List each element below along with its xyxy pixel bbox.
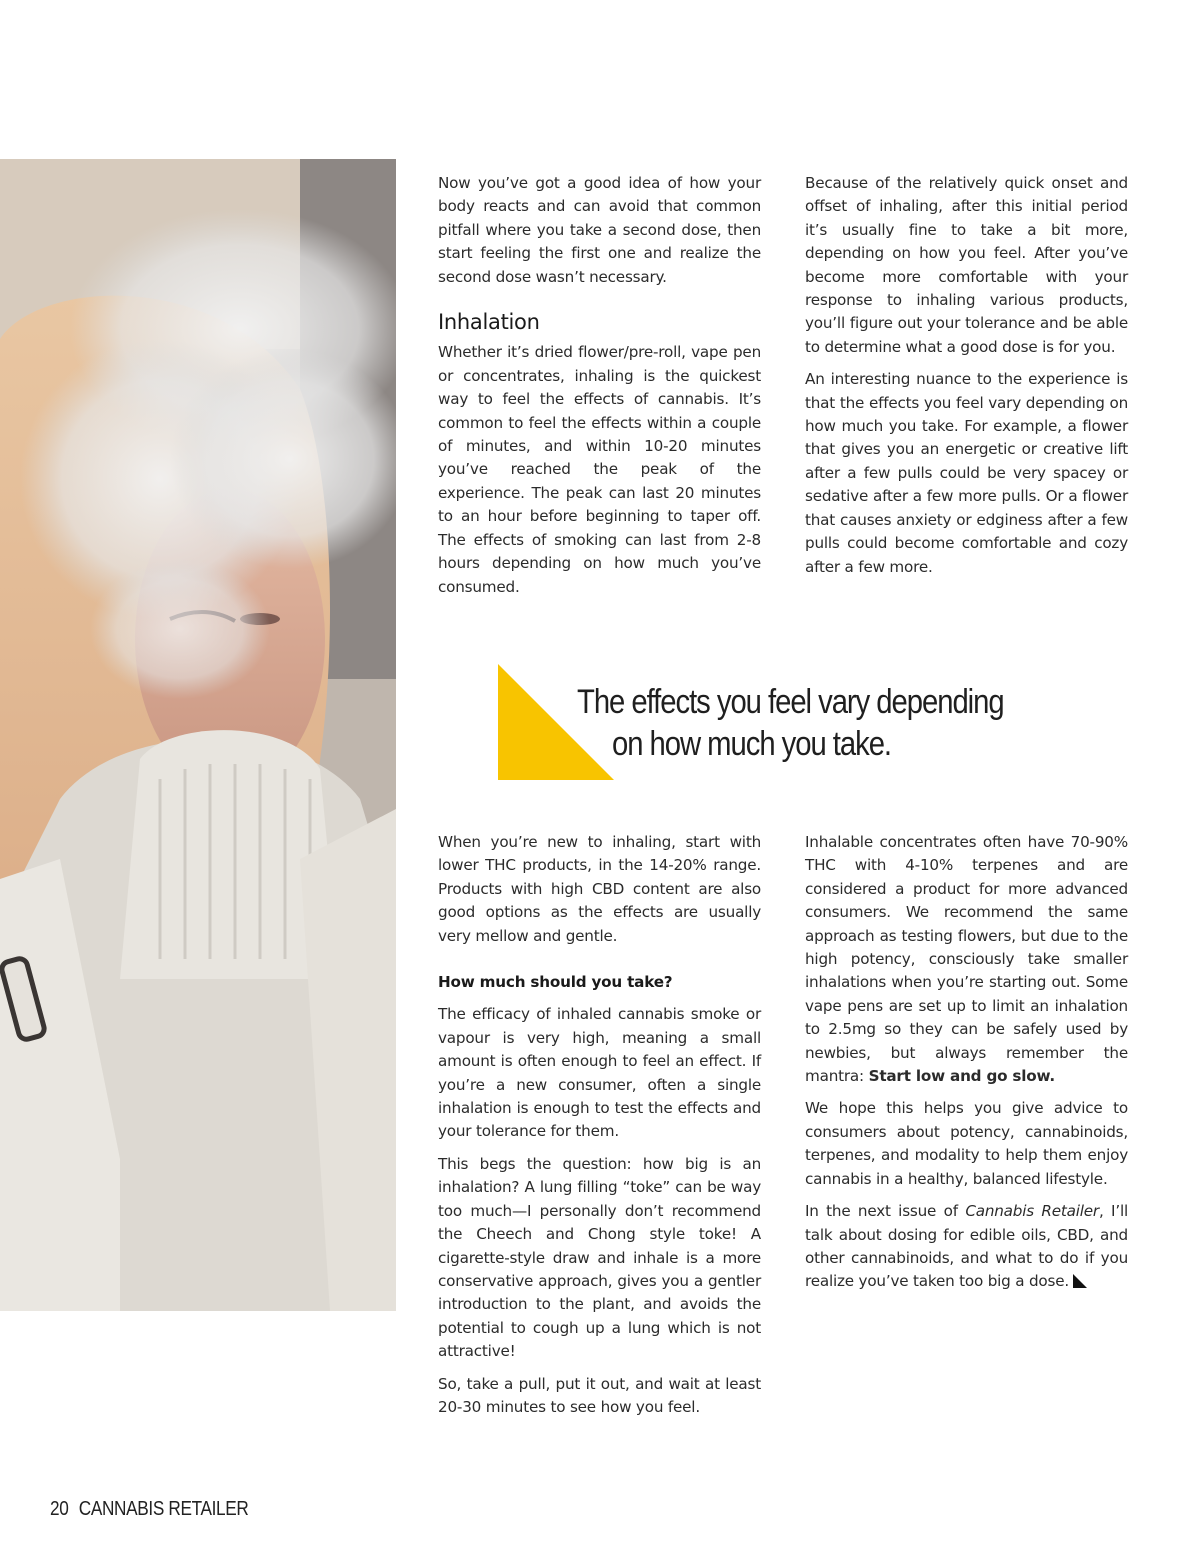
end-of-article-icon (1073, 1274, 1087, 1288)
text-run: Inhalable concentrates often have 70-90% THC with 4-10% terpenes and are considered a product for more advanced consumers. We recommend the same approach as testing flowers, but due to the high potency, consciously take smaller inhalations when you’re starting out. Some vape pens are set up to limit an inhalation to 2.5mg so they can be safely used by newbies, but always remember the mantra: (805, 833, 1128, 1086)
column-2-bottom (805, 831, 1128, 1303)
paragraph (805, 831, 1128, 1088)
paragraph: Whether it’s dried flower/pre-roll, vape pen or concentrates, inhaling is the quickest way to feel the effects of cannabis. It’s common to feel the effects within a couple of minutes, and within 10-20 minutes you’ve reached the peak of the experience. The peak can last 20 minutes to an hour before beginning to taper off. The effects of smoking can last from 2-8 hours depending on how much you’ve consumed. (438, 343, 761, 596)
paragraph (805, 1200, 1128, 1294)
photo-illustration (0, 159, 396, 1311)
page-footer (50, 1498, 248, 1521)
paragraph: Because of the relatively quick onset and offset of inhaling, after this initial period it’s usually fine to take a bit more, depending on how you feel. After you’ve become more comfortable with your response to inhaling various products, you’ll figure out your tolerance and be able to determine what a good dose is for you. (805, 174, 1128, 356)
woman-vaping-photo (0, 159, 396, 1311)
bold-mantra: Start low and go slow. (868, 1067, 1055, 1086)
pull-quote (498, 664, 1058, 782)
column-1-bottom (438, 831, 761, 1428)
section-heading-inhalation: Inhalation (438, 310, 540, 335)
pull-quote-line-2: on how much you take. (612, 725, 892, 763)
paragraph: An interesting nuance to the experience is that the effects you feel vary depending on how much you take. For example, a flower that gives you an energetic or creative lift after a few pulls could be very spacey or sedative after a few more pulls. Or a flower that causes anxiety or edginess after a few pulls could become comfortable and cozy after a few more. (805, 370, 1128, 576)
column-2-top (805, 172, 1128, 588)
paragraph: When you’re new to inhaling, start with lower THC products, in the 14-20% range. Products with high CBD content are also good options as the effects are usually very mellow and gentle. (438, 833, 761, 945)
text-run: In the next issue of (805, 1202, 966, 1221)
text-run: , I’ll talk about dosing for edible oils, CBD, and other cannabinoids, and what to do if you realize you’ve taken too big a dose. (805, 1202, 1128, 1291)
column-1-top (438, 172, 761, 608)
paragraph: The efficacy of inhaled cannabis smoke or vapour is very high, meaning a small amount is often enough to feel an effect. If you’re a new consumer, often a single inhalation is enough to test the effects and your tolerance for them. (438, 1005, 761, 1141)
subheading-how-much: How much should you take? (438, 973, 673, 992)
publication-italic: Cannabis Retailer (965, 1202, 1099, 1221)
publication-name: CANNABIS RETAILER (78, 1498, 249, 1520)
paragraph: This begs the question: how big is an inhalation? A lung filling “toke” can be way too much—I personally don’t recommend the Cheech and Chong style toke! A cigarette-style draw and inhale is a more conservative approach, gives you a gentler introduction to the plant, and avoids the potential to cough up a lung which is not attractive! (438, 1154, 761, 1361)
paragraph: Now you’ve got a good idea of how your body reacts and can avoid that common pitfall where you take a second dose, then start feeling the first one and realize the second dose wasn’t necessary. (438, 174, 761, 286)
page-number: 20 (50, 1498, 69, 1520)
pull-quote-line-1: The effects you feel vary depending (577, 683, 1004, 721)
paragraph: So, take a pull, put it out, and wait at least 20-30 minutes to see how you feel. (438, 1374, 761, 1416)
paragraph: We hope this helps you give advice to consumers about potency, cannabinoids, terpenes, and modality to help them enjoy cannabis in a healthy, balanced lifestyle. (805, 1099, 1128, 1188)
yellow-triangle-icon (498, 664, 614, 780)
